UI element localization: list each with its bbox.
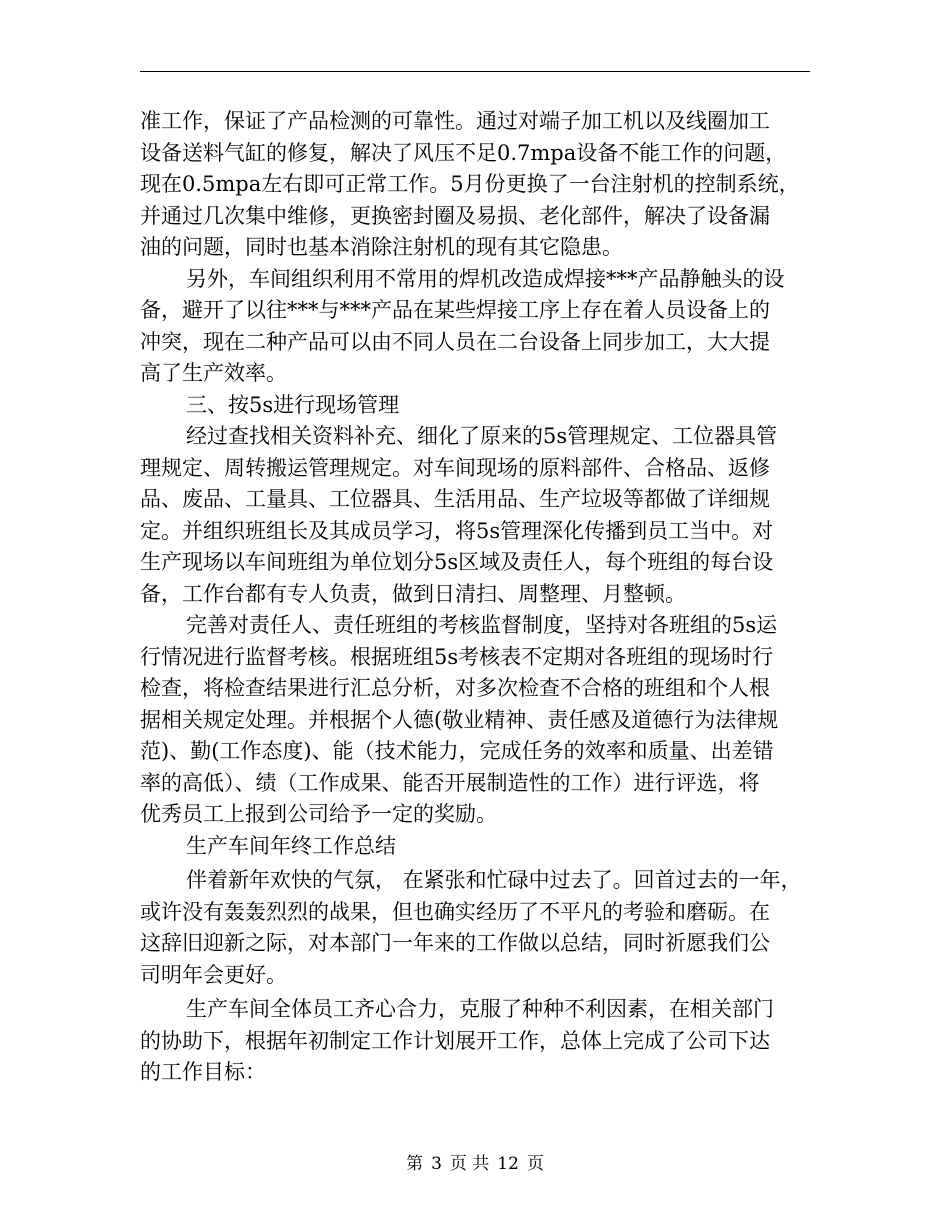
text-line: 备，工作台都有专人负责，做到日清扫、周整理、月整顿。 [140,581,686,606]
text-line: 备，避开了以往***与***产品在某些焊接工序上存在着人员设备上的 [140,298,770,322]
text-line: 定。并组织班组长及其成员学习，将5s管理深化传播到员工当中。对 [140,518,774,543]
text-line: 的协助下，根据年初制定工作计划展开工作，总体上完成了公司下达 [140,1028,770,1053]
paragraph-start-line: 完善对责任人、责任班组的考核监督制度，坚持对各班组的5s运 [186,613,778,637]
footer-mid: 页 共 [449,1154,490,1174]
text-line: 并通过几次集中维修，更换密封圈及易损、老化部件，解决了设备漏 [140,203,770,228]
text-line: 油的问题，同时也基本消除注射机的现有其它隐患。 [140,235,623,259]
footer-suffix: 页 [526,1154,544,1174]
text-line: 冲突，现在二种产品可以由不同人员在二台设备上同步加工，大大提 [140,329,770,354]
text-line: 的工作目标： [140,1060,266,1084]
section-title: 生产车间年终工作总结 [186,833,396,858]
text-line: 高了生产效率。 [140,361,287,385]
text-line: 率的高低）、绩（工作成果、能否开展制造性的工作）进行评选，将 [140,770,760,795]
text-line: 行情况进行监督考核。根据班组5s考核表不定期对各班组的现场时行 [140,644,774,669]
text-line: 设备送料气缸的修复，解决了风压不足0.7mpa设备不能工作的问题， [140,140,787,165]
page-number-footer [0,1152,950,1176]
text-line: 检查，将检查结果进行汇总分析，对多次检查不合格的班组和个人根 [140,676,770,700]
text-line: 这辞旧迎新之际，对本部门一年来的工作做以总结，同时祈愿我们公 [140,931,770,955]
paragraph-start-line: 生产车间全体员工齐心合力，克服了种种不利因素，在相关部门 [186,997,774,1021]
header-rule [140,71,810,72]
text-line: 据相关规定处理。并根据个人德(敬业精神、责任感及道德行为法律规 [140,707,779,732]
text-line: 品、废品、工量具、工位器具、生活用品、生产垃圾等都做了详细规 [140,487,770,511]
text-line: 范)、勤(工作态度)、能（技术能力，完成任务的效率和质量、出差错 [140,739,774,763]
text-line: 生产现场以车间班组为单位划分5s区域及责任人，每个班组的每台设 [140,550,774,574]
text-line: 理规定、周转搬运管理规定。对车间现场的原料部件、合格品、返修 [140,455,770,480]
text-line: 准工作，保证了产品检测的可靠性。通过对端子加工机以及线圈加工 [140,109,770,133]
total-page-count: 12 [497,1154,519,1174]
text-line: 优秀员工上报到公司给予一定的奖励。 [140,802,497,826]
paragraph-start-line: 经过查找相关资料补充、细化了原来的5s管理规定、工位器具管 [186,424,778,448]
footer-prefix: 第 [406,1154,424,1174]
section-heading: 三、按5s进行现场管理 [186,392,400,417]
text-line: 司明年会更好。 [140,962,287,987]
paragraph-start-line: 另外，车间组织利用不常用的焊机改造成焊接***产品静触头的设 [186,266,785,291]
paragraph-start-line: 伴着新年欢快的气氛， 在紧张和忙碌中过去了。回首过去的一年， [186,868,802,892]
text-line: 现在0.5mpa左右即可正常工作。5月份更换了一台注射机的控制系统， [140,172,800,196]
text-line: 或许没有轰轰烈烈的战果，但也确实经历了不平凡的考验和磨砺。在 [140,899,770,924]
body-text [140,106,820,1089]
current-page-number: 3 [431,1154,442,1174]
